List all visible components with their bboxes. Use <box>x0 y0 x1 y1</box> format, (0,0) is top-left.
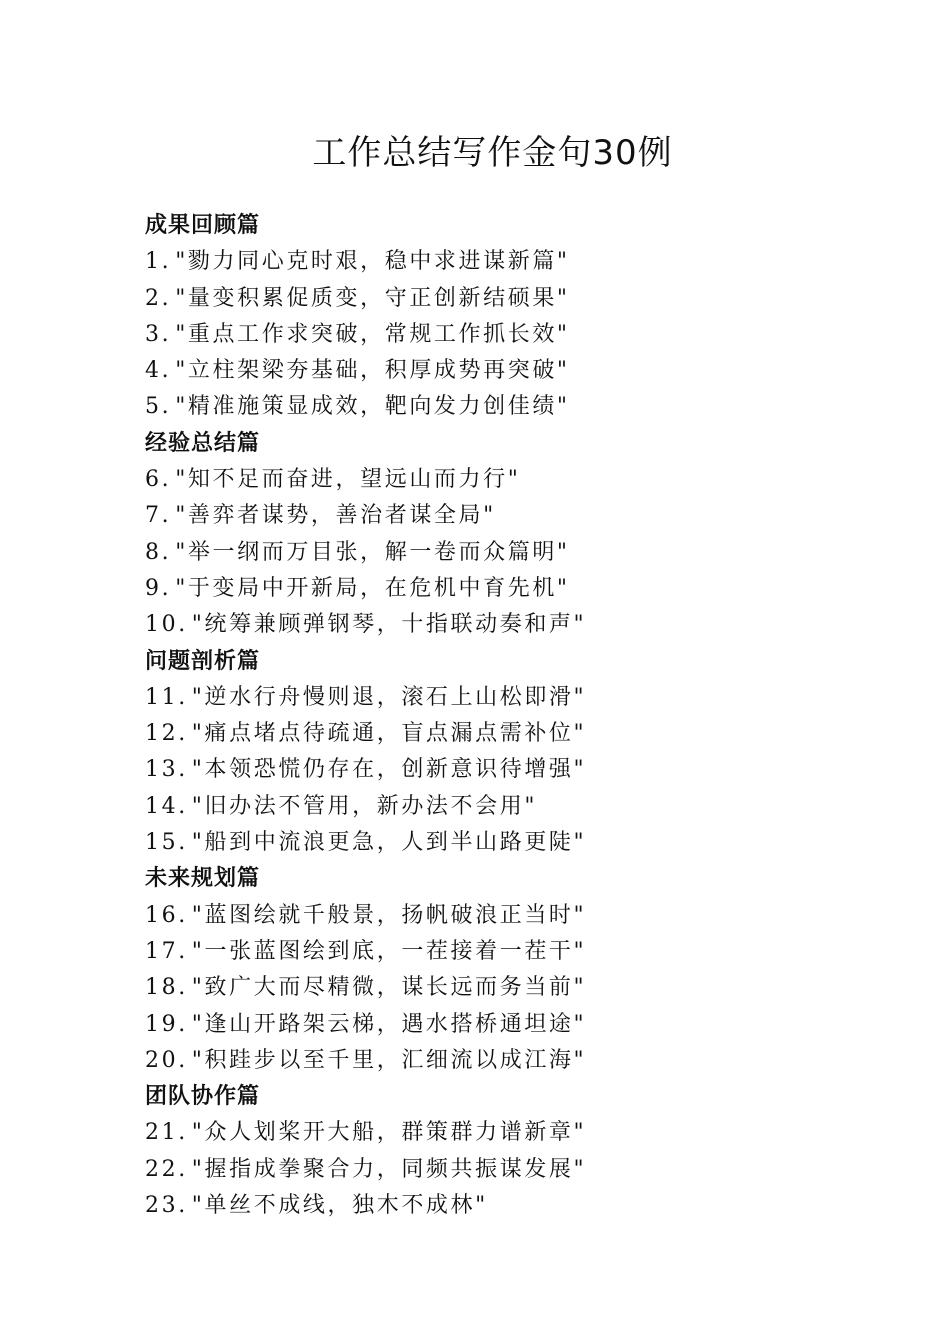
section-heading: 成果回顾篇 <box>145 213 261 238</box>
section-heading: 问题剖析篇 <box>145 648 261 674</box>
quote-item <box>145 825 905 861</box>
quote-text: "蓝图绘就千般景，扬帆破浪正当时" <box>191 902 587 928</box>
quote-number: 3. <box>145 321 172 347</box>
quote-text: "痛点堵点待疏通，盲点漏点需补位" <box>191 721 587 747</box>
quote-item <box>145 462 905 498</box>
document-title: 工作总结写作金句30例 <box>312 133 673 173</box>
quote-item <box>145 281 905 317</box>
quote-text: "众人划桨开大船，群策群力谱新章" <box>191 1120 587 1146</box>
quote-number: 20. <box>145 1047 188 1073</box>
quote-item <box>145 535 905 571</box>
quote-number: 5. <box>145 394 172 420</box>
quote-number: 14. <box>145 793 188 819</box>
quote-text: "量变积累促质变，守正创新结硕果" <box>175 285 570 311</box>
quote-item <box>145 571 905 607</box>
quote-item <box>145 244 905 280</box>
quote-item <box>145 789 905 825</box>
quote-number: 18. <box>145 975 188 1001</box>
quote-text: "船到中流浪更急，人到半山路更陡" <box>191 830 587 856</box>
quote-text: "立柱架梁夯基础，积厚成势再突破" <box>175 358 570 384</box>
quote-text: "知不足而奋进，望远山而力行" <box>175 467 521 493</box>
quote-number: 4. <box>145 358 172 384</box>
quote-item <box>145 607 905 643</box>
quote-text: "一张蓝图绘到底，一茬接着一茬干" <box>191 938 587 964</box>
quote-item <box>145 1115 905 1151</box>
section-heading: 团队协作篇 <box>145 1084 261 1110</box>
quote-item <box>145 1188 905 1224</box>
quote-item <box>145 1152 905 1188</box>
quote-text: "逢山开路架云梯，遇水搭桥通坦途" <box>191 1011 587 1037</box>
quote-text: "举一纲而万目张，解一卷而众篇明" <box>175 539 570 565</box>
quote-number: 13. <box>145 757 188 783</box>
quote-text: "握指成拳聚合力，同频共振谋发展" <box>191 1156 587 1182</box>
section-heading: 未来规划篇 <box>145 866 261 892</box>
quote-text: "旧办法不管用，新办法不会用" <box>191 793 538 819</box>
quote-number: 21. <box>145 1120 188 1146</box>
section-experience <box>145 426 905 644</box>
section-achievements <box>145 208 905 426</box>
quote-text: "本领恐慌仍存在，创新意识待增强" <box>191 757 587 783</box>
quote-number: 22. <box>145 1156 188 1182</box>
quote-text: "单丝不成线，独木不成林" <box>191 1193 488 1219</box>
quote-number: 17. <box>145 938 188 964</box>
quote-number: 23. <box>145 1193 188 1219</box>
quote-number: 2. <box>145 285 172 311</box>
quote-text: "逆水行舟慢则退，滚石上山松即滑" <box>191 684 587 710</box>
quote-item <box>145 680 905 716</box>
quote-item <box>145 1007 905 1043</box>
quote-item <box>145 898 905 934</box>
quote-text: "善弈者谋势，善治者谋全局" <box>175 503 496 529</box>
quote-item <box>145 934 905 970</box>
quote-item <box>145 1043 905 1079</box>
quote-number: 7. <box>145 503 172 529</box>
document-body <box>145 208 905 1224</box>
quote-item <box>145 389 905 425</box>
quote-text: "重点工作求突破，常规工作抓长效" <box>175 321 570 347</box>
quote-item <box>145 317 905 353</box>
quote-text: "于变局中开新局，在危机中育先机" <box>175 575 570 601</box>
quote-number: 1. <box>145 249 172 275</box>
section-teamwork <box>145 1079 905 1224</box>
quote-text: "积跬步以至千里，汇细流以成江海" <box>191 1047 587 1073</box>
quote-item <box>145 353 905 389</box>
quote-text: "统筹兼顾弹钢琴，十指联动奏和声" <box>191 612 587 638</box>
quote-number: 9. <box>145 575 172 601</box>
quote-number: 6. <box>145 467 172 493</box>
section-problems <box>145 644 905 862</box>
quote-number: 12. <box>145 721 188 747</box>
quote-number: 8. <box>145 539 172 565</box>
quote-text: "精准施策显成效，靶向发力创佳绩" <box>175 394 570 420</box>
quote-item <box>145 970 905 1006</box>
section-heading: 经验总结篇 <box>145 430 261 456</box>
quote-number: 11. <box>145 684 188 710</box>
quote-item <box>145 716 905 752</box>
quote-number: 19. <box>145 1011 188 1037</box>
quote-item <box>145 498 905 534</box>
section-future-plans <box>145 861 905 1079</box>
quote-text: "勠力同心克时艰，稳中求进谋新篇" <box>175 249 570 275</box>
quote-text: "致广大而尽精微，谋长远而务当前" <box>191 975 587 1001</box>
quote-number: 10. <box>145 612 188 638</box>
quote-number: 15. <box>145 830 188 856</box>
quote-number: 16. <box>145 902 188 928</box>
quote-item <box>145 752 905 788</box>
